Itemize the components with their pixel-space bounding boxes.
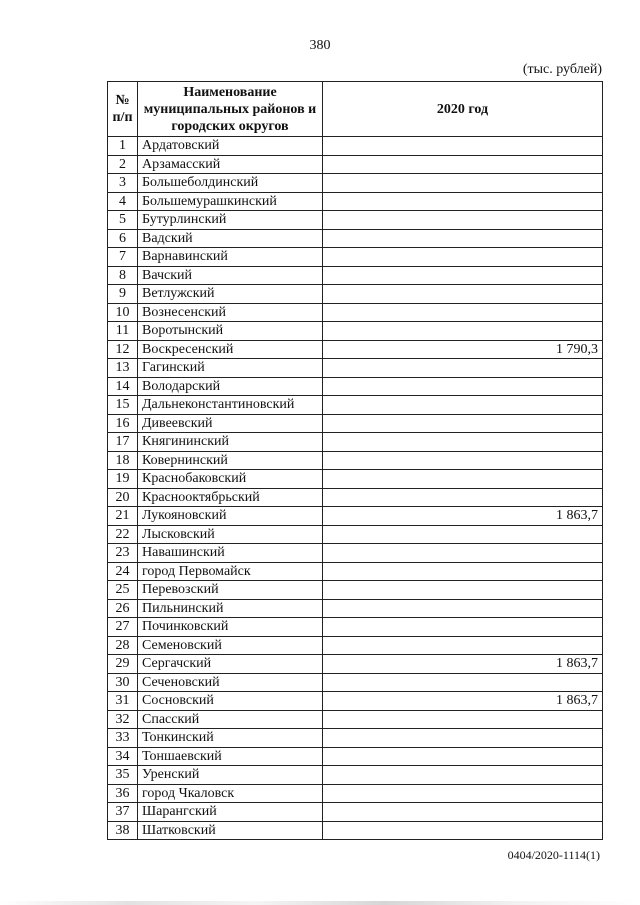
row-number: 19 — [108, 470, 138, 489]
row-number: 17 — [108, 433, 138, 452]
row-number: 21 — [108, 507, 138, 526]
row-number: 7 — [108, 248, 138, 267]
municipality-name: Ковернинский — [138, 451, 323, 470]
table-row — [108, 303, 603, 322]
row-number: 34 — [108, 747, 138, 766]
table-row — [108, 211, 603, 230]
row-number: 11 — [108, 322, 138, 341]
table-row — [108, 433, 603, 452]
value-2020 — [323, 581, 603, 600]
row-number: 5 — [108, 211, 138, 230]
table-row — [108, 266, 603, 285]
value-2020 — [323, 821, 603, 840]
municipality-name: Перевозский — [138, 581, 323, 600]
value-2020 — [323, 673, 603, 692]
unit-label: (тыс. рублей) — [522, 62, 602, 77]
row-number: 3 — [108, 174, 138, 193]
scan-artifact-strip — [0, 901, 640, 905]
row-number: 4 — [108, 192, 138, 211]
value-2020: 1 863,7 — [323, 692, 603, 711]
header-year: 2020 год — [323, 82, 603, 137]
table-row — [108, 174, 603, 193]
value-2020: 1 863,7 — [323, 655, 603, 674]
value-2020 — [323, 488, 603, 507]
municipality-name: Ветлужский — [138, 285, 323, 304]
row-number: 8 — [108, 266, 138, 285]
row-number: 9 — [108, 285, 138, 304]
table-row — [108, 747, 603, 766]
value-2020 — [323, 636, 603, 655]
municipality-name: Пильнинский — [138, 599, 323, 618]
row-number: 13 — [108, 359, 138, 378]
table-row — [108, 414, 603, 433]
value-2020 — [323, 433, 603, 452]
municipality-name: Шатковский — [138, 821, 323, 840]
municipality-name: Дивеевский — [138, 414, 323, 433]
table-row — [108, 396, 603, 415]
table-row — [108, 155, 603, 174]
municipality-name: Сергачский — [138, 655, 323, 674]
table-row — [108, 470, 603, 489]
table-row — [108, 322, 603, 341]
municipality-name: Краснобаковский — [138, 470, 323, 489]
row-number: 15 — [108, 396, 138, 415]
row-number: 37 — [108, 803, 138, 822]
table-header — [108, 82, 603, 137]
row-number: 33 — [108, 729, 138, 748]
value-2020 — [323, 155, 603, 174]
municipality-name: Бутурлинский — [138, 211, 323, 230]
value-2020 — [323, 618, 603, 637]
value-2020 — [323, 470, 603, 489]
value-2020 — [323, 396, 603, 415]
row-number: 30 — [108, 673, 138, 692]
municipality-name: Навашинский — [138, 544, 323, 563]
value-2020: 1 790,3 — [323, 340, 603, 359]
municipality-name: Дальнеконстантиновский — [138, 396, 323, 415]
table-row — [108, 248, 603, 267]
table-row — [108, 673, 603, 692]
table-row — [108, 581, 603, 600]
municipality-name: Шарангский — [138, 803, 323, 822]
row-number: 27 — [108, 618, 138, 637]
row-number: 14 — [108, 377, 138, 396]
municipality-name: Володарский — [138, 377, 323, 396]
value-2020 — [323, 414, 603, 433]
value-2020 — [323, 174, 603, 193]
municipality-name: Большемурашкинский — [138, 192, 323, 211]
table-row — [108, 507, 603, 526]
table-row — [108, 377, 603, 396]
value-2020 — [323, 266, 603, 285]
table-row — [108, 821, 603, 840]
row-number: 25 — [108, 581, 138, 600]
row-number: 16 — [108, 414, 138, 433]
value-2020 — [323, 303, 603, 322]
table-row — [108, 451, 603, 470]
value-2020 — [323, 747, 603, 766]
value-2020 — [323, 562, 603, 581]
table-row — [108, 636, 603, 655]
row-number: 24 — [108, 562, 138, 581]
value-2020 — [323, 784, 603, 803]
table-row — [108, 285, 603, 304]
municipality-name: Лысковский — [138, 525, 323, 544]
municipality-name: Спасский — [138, 710, 323, 729]
row-number: 23 — [108, 544, 138, 563]
municipality-name: Ардатовский — [138, 137, 323, 156]
header-num: № п/п — [108, 82, 138, 137]
value-2020 — [323, 599, 603, 618]
municipality-name: Воскресенский — [138, 340, 323, 359]
row-number: 6 — [108, 229, 138, 248]
table-row — [108, 618, 603, 637]
municipality-name: Варнавинский — [138, 248, 323, 267]
municipality-name: Вадский — [138, 229, 323, 248]
row-number: 1 — [108, 137, 138, 156]
row-number: 2 — [108, 155, 138, 174]
header-name: Наименование муниципальных районов и городских округов — [138, 82, 323, 137]
value-2020 — [323, 192, 603, 211]
table-row — [108, 803, 603, 822]
municipality-name: Сеченовский — [138, 673, 323, 692]
value-2020 — [323, 525, 603, 544]
row-number: 18 — [108, 451, 138, 470]
table-row — [108, 544, 603, 563]
value-2020 — [323, 544, 603, 563]
value-2020 — [323, 359, 603, 378]
value-2020 — [323, 229, 603, 248]
row-number: 38 — [108, 821, 138, 840]
municipality-name: Воротынский — [138, 322, 323, 341]
municipality-name: Лукояновский — [138, 507, 323, 526]
row-number: 32 — [108, 710, 138, 729]
value-2020 — [323, 729, 603, 748]
table-row — [108, 192, 603, 211]
document-code: 0404/2020-1114(1) — [507, 848, 600, 862]
table-row — [108, 359, 603, 378]
table-row — [108, 692, 603, 711]
table-row — [108, 340, 603, 359]
table-row — [108, 137, 603, 156]
row-number: 35 — [108, 766, 138, 785]
row-number: 20 — [108, 488, 138, 507]
municipality-name: Краснооктябрьский — [138, 488, 323, 507]
table-body — [108, 137, 603, 840]
municipality-name: Арзамасский — [138, 155, 323, 174]
value-2020 — [323, 322, 603, 341]
table-row — [108, 229, 603, 248]
value-2020 — [323, 211, 603, 230]
value-2020 — [323, 766, 603, 785]
municipality-name: Гагинский — [138, 359, 323, 378]
row-number: 26 — [108, 599, 138, 618]
page-number: 380 — [309, 38, 331, 53]
municipality-name: Починковский — [138, 618, 323, 637]
row-number: 12 — [108, 340, 138, 359]
municipality-name: Семеновский — [138, 636, 323, 655]
table-row — [108, 784, 603, 803]
municipality-name: Тонкинский — [138, 729, 323, 748]
table-row — [108, 562, 603, 581]
row-number: 31 — [108, 692, 138, 711]
value-2020 — [323, 377, 603, 396]
value-2020 — [323, 285, 603, 304]
value-2020 — [323, 451, 603, 470]
municipality-name: Княгининский — [138, 433, 323, 452]
municipality-name: город Чкаловск — [138, 784, 323, 803]
municipality-name: город Первомайск — [138, 562, 323, 581]
row-number: 36 — [108, 784, 138, 803]
row-number: 28 — [108, 636, 138, 655]
municipality-name: Вознесенский — [138, 303, 323, 322]
value-2020: 1 863,7 — [323, 507, 603, 526]
value-2020 — [323, 803, 603, 822]
header-row — [108, 82, 603, 137]
value-2020 — [323, 710, 603, 729]
row-number: 10 — [108, 303, 138, 322]
budget-table — [107, 81, 603, 840]
value-2020 — [323, 137, 603, 156]
table-row — [108, 599, 603, 618]
table-row — [108, 655, 603, 674]
table-row — [108, 525, 603, 544]
row-number: 22 — [108, 525, 138, 544]
municipality-name: Вачский — [138, 266, 323, 285]
municipality-name: Уренский — [138, 766, 323, 785]
table-row — [108, 710, 603, 729]
table-row — [108, 766, 603, 785]
value-2020 — [323, 248, 603, 267]
table-row — [108, 729, 603, 748]
municipality-name: Сосновский — [138, 692, 323, 711]
table-row — [108, 488, 603, 507]
row-number: 29 — [108, 655, 138, 674]
municipality-name: Тоншаевский — [138, 747, 323, 766]
municipality-name: Большеболдинский — [138, 174, 323, 193]
